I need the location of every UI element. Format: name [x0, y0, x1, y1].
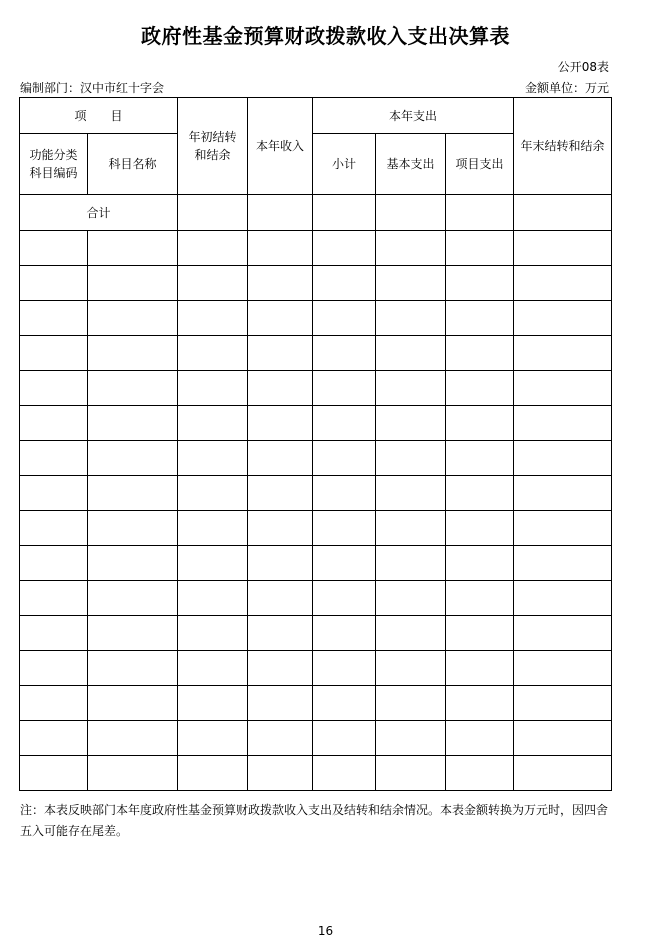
table-cell — [376, 581, 446, 616]
table-cell — [376, 266, 446, 301]
table-cell — [514, 616, 612, 651]
table-cell — [20, 476, 88, 511]
table-cell — [313, 721, 376, 756]
table-cell — [248, 511, 313, 546]
table-cell — [20, 406, 88, 441]
table-cell — [88, 266, 178, 301]
total-cell — [514, 195, 612, 231]
header-basic-expense: 基本支出 — [376, 134, 446, 195]
table-cell — [446, 686, 514, 721]
table-cell — [178, 511, 248, 546]
table-row — [20, 266, 612, 301]
header-item: 项 目 — [20, 98, 178, 134]
total-cell — [376, 195, 446, 231]
table-cell — [313, 231, 376, 266]
header-function-code: 功能分类科目编码 — [20, 134, 88, 195]
table-cell — [446, 406, 514, 441]
form-code: 公开08表 — [557, 60, 609, 74]
unit-label: 金额单位：万元 — [524, 81, 609, 95]
table-cell — [313, 511, 376, 546]
table-cell — [446, 301, 514, 336]
table-cell — [376, 651, 446, 686]
table-cell — [376, 546, 446, 581]
total-row — [20, 195, 612, 231]
table-cell — [376, 616, 446, 651]
table-cell — [514, 336, 612, 371]
table-cell — [514, 406, 612, 441]
table-cell — [313, 686, 376, 721]
department-label: 编制部门：汉中市红十字会 — [20, 81, 165, 95]
table-cell — [248, 441, 313, 476]
table-cell — [376, 756, 446, 791]
table-cell — [514, 651, 612, 686]
table-cell — [88, 406, 178, 441]
table-cell — [178, 336, 248, 371]
table-cell — [88, 651, 178, 686]
table-cell — [20, 651, 88, 686]
table-cell — [376, 231, 446, 266]
table-cell — [178, 651, 248, 686]
table-cell — [248, 581, 313, 616]
table-cell — [376, 336, 446, 371]
table-cell — [514, 511, 612, 546]
table-cell — [20, 371, 88, 406]
table-cell — [20, 301, 88, 336]
table-cell — [20, 266, 88, 301]
table-cell — [178, 371, 248, 406]
table-cell — [313, 441, 376, 476]
table-row — [20, 721, 612, 756]
table-cell — [446, 721, 514, 756]
table-cell — [88, 546, 178, 581]
total-cell — [178, 195, 248, 231]
table-cell — [376, 686, 446, 721]
table-cell — [20, 441, 88, 476]
table-cell — [20, 721, 88, 756]
table-cell — [20, 336, 88, 371]
table-cell — [88, 686, 178, 721]
table-cell — [88, 756, 178, 791]
table-cell — [88, 721, 178, 756]
table-cell — [88, 476, 178, 511]
table-row — [20, 686, 612, 721]
table-cell — [446, 581, 514, 616]
table-cell — [514, 546, 612, 581]
total-cell — [248, 195, 313, 231]
table-row — [20, 511, 612, 546]
table-cell — [88, 616, 178, 651]
table-cell — [446, 651, 514, 686]
header-beginning-balance: 年初结转和结余 — [178, 98, 248, 195]
table-cell — [313, 476, 376, 511]
table-cell — [248, 301, 313, 336]
table-cell — [248, 546, 313, 581]
table-cell — [88, 231, 178, 266]
table-cell — [88, 441, 178, 476]
table-cell — [248, 756, 313, 791]
table-cell — [514, 371, 612, 406]
table-cell — [248, 721, 313, 756]
footnote: 注：本表反映部门本年度政府性基金预算财政拨款收入支出及结转和结余情况。本表金额转换为万元时，因四舍五入可能存在尾差。 — [20, 803, 609, 838]
table-cell — [446, 371, 514, 406]
header-project-expense: 项目支出 — [446, 134, 514, 195]
table-cell — [446, 511, 514, 546]
table-cell — [514, 686, 612, 721]
table-cell — [20, 546, 88, 581]
table-row — [20, 231, 612, 266]
table-cell — [248, 406, 313, 441]
table-row — [20, 546, 612, 581]
header-subject-name: 科目名称 — [88, 134, 178, 195]
table-cell — [376, 406, 446, 441]
table-cell — [178, 476, 248, 511]
table-cell — [313, 581, 376, 616]
document-title: 政府性基金预算财政拨款收入支出决算表 — [141, 24, 510, 48]
table-row — [20, 336, 612, 371]
table-cell — [248, 476, 313, 511]
table-row — [20, 616, 612, 651]
table-cell — [514, 266, 612, 301]
table-cell — [446, 336, 514, 371]
table-cell — [88, 371, 178, 406]
table-cell — [313, 756, 376, 791]
table-cell — [376, 511, 446, 546]
table-cell — [248, 371, 313, 406]
table-cell — [248, 686, 313, 721]
table-cell — [313, 266, 376, 301]
table-cell — [178, 721, 248, 756]
table-cell — [88, 301, 178, 336]
header-subtotal: 小计 — [313, 134, 376, 195]
header-current-expense: 本年支出 — [313, 98, 514, 134]
table-cell — [376, 441, 446, 476]
table-cell — [88, 511, 178, 546]
table-cell — [376, 721, 446, 756]
table-cell — [178, 406, 248, 441]
table-cell — [376, 371, 446, 406]
header-row-1 — [20, 98, 612, 134]
table-cell — [514, 441, 612, 476]
table-cell — [376, 476, 446, 511]
table-cell — [313, 546, 376, 581]
table-cell — [313, 301, 376, 336]
table-cell — [313, 336, 376, 371]
table-cell — [178, 266, 248, 301]
header-ending-balance: 年末结转和结余 — [514, 98, 612, 195]
table-cell — [88, 336, 178, 371]
table-cell — [446, 441, 514, 476]
table-cell — [20, 616, 88, 651]
table-cell — [248, 231, 313, 266]
table-row — [20, 476, 612, 511]
empty-rows — [20, 231, 612, 791]
table-row — [20, 581, 612, 616]
table-cell — [178, 301, 248, 336]
table-cell — [376, 301, 446, 336]
table-cell — [20, 231, 88, 266]
table-cell — [514, 476, 612, 511]
table-cell — [446, 616, 514, 651]
table-cell — [446, 266, 514, 301]
table-cell — [248, 616, 313, 651]
table-cell — [446, 546, 514, 581]
total-cell — [446, 195, 514, 231]
table-cell — [178, 686, 248, 721]
table-cell — [178, 581, 248, 616]
table-cell — [446, 476, 514, 511]
table-cell — [514, 721, 612, 756]
table-cell — [248, 266, 313, 301]
table-cell — [178, 441, 248, 476]
table-cell — [313, 616, 376, 651]
table-cell — [514, 756, 612, 791]
page-number: 16 — [317, 924, 334, 938]
table-cell — [88, 581, 178, 616]
total-label: 合计 — [20, 195, 178, 231]
table-cell — [178, 756, 248, 791]
table-row — [20, 406, 612, 441]
total-cell — [313, 195, 376, 231]
table-cell — [514, 231, 612, 266]
table-cell — [313, 371, 376, 406]
table-row — [20, 301, 612, 336]
table-cell — [446, 756, 514, 791]
table-cell — [20, 756, 88, 791]
table-cell — [313, 651, 376, 686]
table-cell — [313, 406, 376, 441]
table-cell — [248, 651, 313, 686]
table-cell — [20, 686, 88, 721]
table-cell — [514, 581, 612, 616]
table-row — [20, 651, 612, 686]
table-row — [20, 441, 612, 476]
table-cell — [20, 581, 88, 616]
table-cell — [514, 301, 612, 336]
table-row — [20, 371, 612, 406]
table-cell — [248, 336, 313, 371]
table-row — [20, 756, 612, 791]
table-cell — [178, 546, 248, 581]
budget-table — [19, 97, 612, 791]
table-cell — [446, 231, 514, 266]
table-cell — [178, 616, 248, 651]
table-cell — [178, 231, 248, 266]
table-cell — [20, 511, 88, 546]
header-current-income: 本年收入 — [248, 98, 313, 195]
